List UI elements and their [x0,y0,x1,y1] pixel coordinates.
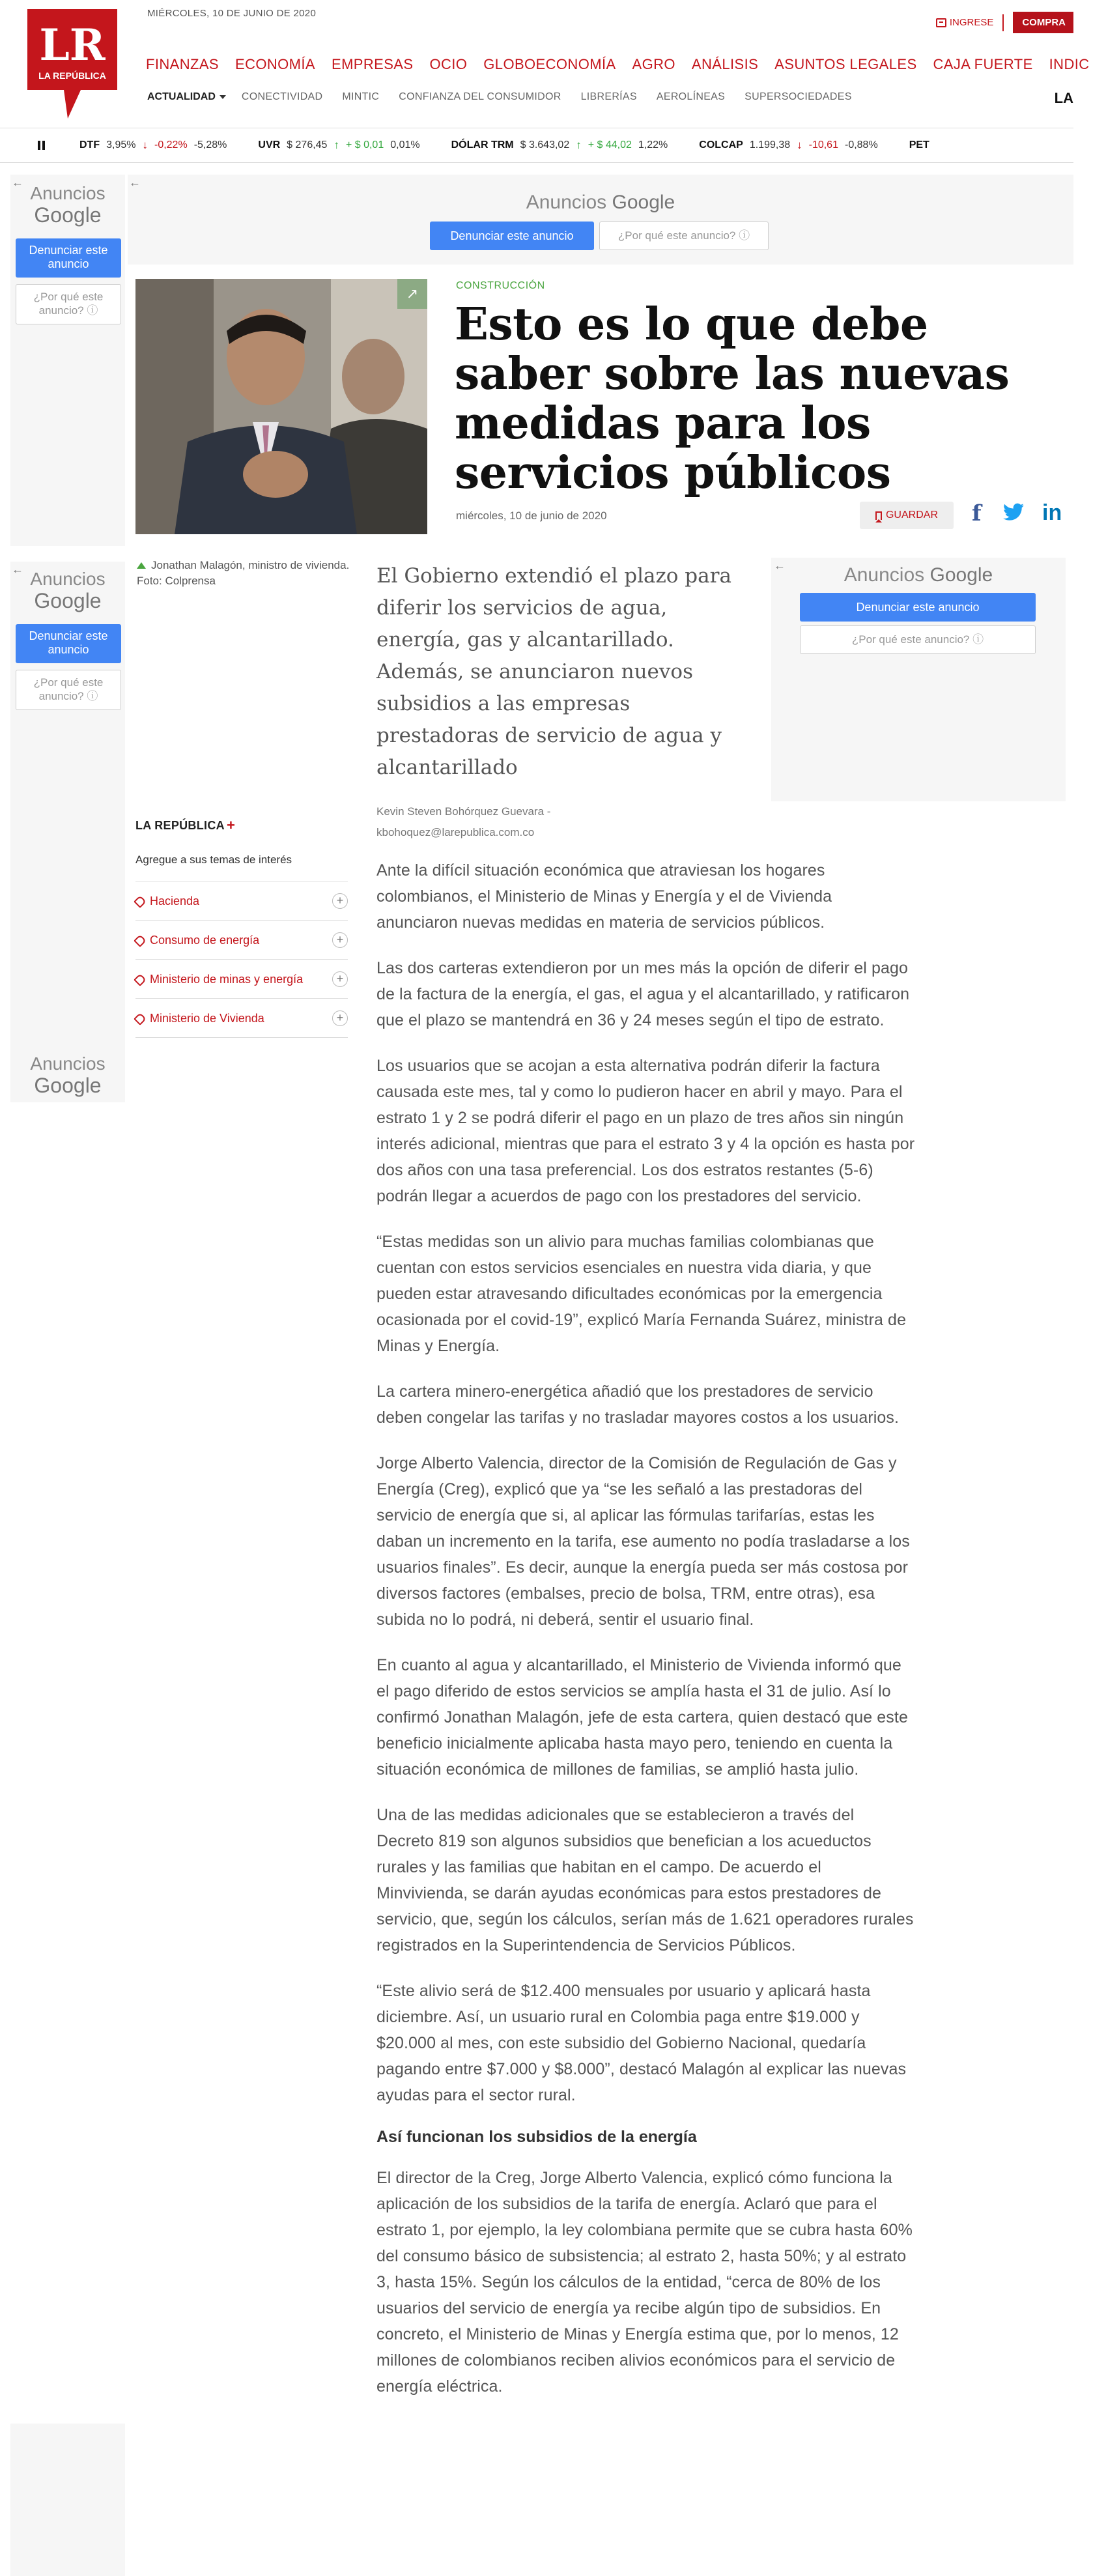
subnav-item[interactable]: MINTIC [342,91,380,102]
add-topic-icon[interactable]: + [332,893,348,909]
ticker-pct: -5,28% [193,139,227,150]
arrow-down-icon: ↓ [142,139,148,151]
topic-item[interactable] [135,921,348,960]
article-paragraph: “Estas medidas son un alivio para muchas familias colombianas que cuentan con estos servicios esenciales en nuestra vida diaria, y que pueden estar atravesando dificultades económicas por la emergencia ocasionada por el covid-19”, explicó María Fernanda Suárez, ministra de Minas y Energía. [376,1233,907,1355]
ad-left-bottom [10,562,125,1102]
ad-report-button[interactable]: Denunciar este anuncio [16,238,121,278]
ad-top-banner [128,175,1073,265]
ticker-value: 3,95% [106,139,136,150]
nav-item[interactable]: OCIO [429,56,468,72]
article-subheading: Así funcionan los subsidios de la energía [376,2128,697,2146]
article-photo[interactable] [135,279,427,534]
google-logo: Google [34,203,102,227]
add-topic-icon[interactable]: + [332,971,348,987]
arrow-up-icon: ↑ [576,139,582,151]
article-paragraph: Los usuarios que se acojan a esta alternativa podrán diferir la factura causada este mes, tal y como lo pudieron hacer en abril y mayo. Para el estrato 1 y 2 se podrá diferir el pago en un plazo de tres años sin ningún interés adicional, mientras que para el estrato 3 y 4 la opción es hasta por dos años con una tasa preferencial. Los dos estratos restantes (5-6) podrán llegar a acuerdos de pago con los prestadores del servicio. [376,1057,915,1205]
arrow-down-icon: ↓ [797,139,802,151]
ticker-change: -0,22% [154,139,188,150]
ticker-item[interactable] [909,139,936,151]
article-paragraph: Las dos carteras extendieron por un mes más la opción de diferir el pago de la factura de la energía, el gas, el agua y el alcantarillado, y ratificaron que el plazo se mantendrá en 36 y 24 meses según el tipo de estrato. [376,959,910,1029]
back-arrow-icon[interactable]: ← [12,563,23,576]
article-paragraph: El director de la Creg, Jorge Alberto Valencia, explicó cómo funciona la aplicación de los subsidios de la tarifa de energía. Aclaró que para el estrato 1, por ejemplo, la ley colombiana permite que se cubra hasta 60% del consumo básico de subsistencia; al estrato 2, hasta 50%; y al estrato 3, hasta 15%. Según los cálculos de la entidad, “cerca de 80% de los usuarios del servicio de energía ya recibe algún tipo de subsidios. En concreto, el Ministerio de Minas y Energía estima que, por lo menos, 12 millones de colombianos reciben alivios económicos para el servicio de energía eléctrica. [376,2169,913,2396]
google-logo: Google [34,588,102,612]
nav-item[interactable]: CAJA FUERTE [933,56,1033,72]
subnav-active[interactable]: ACTUALIDAD [147,91,216,102]
google-logo: Google [34,1073,102,1097]
arrow-up-icon: ↑ [333,139,339,151]
login-label: INGRESE [949,17,994,28]
tag-icon [134,934,147,947]
bookmark-icon [875,511,882,520]
topic-item[interactable] [135,999,348,1038]
ad-label [128,192,1073,213]
ticker-value: $ 276,45 [287,139,328,150]
add-topic-icon[interactable]: + [332,932,348,948]
ad-report-button[interactable]: Denunciar este anuncio [16,624,121,663]
logo-name: LA REPÚBLICA [38,70,106,81]
ad-anuncios: Anuncios [30,1053,106,1074]
tag-icon [134,895,147,908]
topic-label[interactable]: Ministerio de minas y energía [150,973,304,986]
plus-icon: + [226,817,236,833]
sidebar-subtitle: Agregue a sus temas de interés [135,853,348,881]
caret-up-icon [137,562,146,569]
article-body [376,857,916,2419]
linkedin-icon[interactable]: in [1042,500,1062,525]
ad-label [10,569,125,612]
google-logo: Google [612,192,675,213]
article-paragraph: Ante la difícil situación económica que atraviesan los hogares colombianos, el Ministerio de Minas y Energía y el de Vivienda anunciaron nuevas medidas en materia de servicios públicos. [376,861,832,932]
google-logo: Google [929,564,993,586]
ad-report-button[interactable]: Denunciar este anuncio [430,222,594,250]
ticker-pct: 0,01% [390,139,420,150]
ad-label [10,1054,125,1097]
save-button[interactable] [860,502,954,529]
subnav-item[interactable]: SUPERSOCIEDADES [744,91,852,102]
add-topic-icon[interactable]: + [332,1010,348,1026]
twitter-icon[interactable] [1003,502,1024,527]
back-arrow-icon[interactable]: ← [12,176,23,189]
ad-why-button[interactable]: ¿Por qué este anuncio? ⓘ [16,670,121,710]
ad-right [771,558,1066,801]
header-date: MIÉRCOLES, 10 DE JUNIO DE 2020 [147,8,317,19]
ticker-pct: 1,22% [638,139,668,150]
article-category[interactable]: CONSTRUCCIÓN [456,280,545,291]
back-arrow-icon[interactable]: ← [774,559,786,572]
subnav-item[interactable]: CONECTIVIDAD [241,91,323,102]
expand-icon[interactable]: ↗ [397,279,427,309]
nav-item[interactable]: FINANZAS [146,56,219,72]
subnav-right-label[interactable]: LA [1054,90,1073,106]
nav-item[interactable]: GLOBOECONOMÍA [483,56,616,72]
ad-left-footer [10,2424,125,2576]
buy-button[interactable]: COMPRA [1013,12,1073,33]
caption-text: Jonathan Malagón, ministro de vivienda. Foto: Colprensa [137,559,350,587]
ad-why-button[interactable]: ¿Por qué este anuncio? ⓘ [16,284,121,324]
ticker-item[interactable] [699,139,884,152]
ticker-name: DTF [79,139,100,150]
ad-anuncios: Anuncios [30,183,106,203]
ticker-item[interactable] [451,139,675,152]
nav-item[interactable]: INDIC [1049,56,1090,72]
nav-item[interactable]: AGRO [632,56,675,72]
tag-icon [134,973,147,986]
ticker-value: $ 3.643,02 [520,139,570,150]
ticker-name: PET [909,139,929,150]
nav-item[interactable]: EMPRESAS [332,56,414,72]
ad-anuncios: Anuncios [526,192,607,213]
ad-left-top [10,175,125,546]
topic-item[interactable] [135,881,348,921]
subnav-item[interactable]: AEROLÍNEAS [656,91,726,102]
save-label: GUARDAR [885,509,938,521]
article-headline: Esto es lo que debe saber sobre las nuevas medidas para los servicios públicos [455,298,1010,499]
ticker-change: -10,61 [808,139,838,150]
ticker-change: + $ 0,01 [345,139,384,150]
article-author[interactable]: Kevin Steven Bohórquez Guevara - kbohoquez@larepublica.com.co [376,805,551,838]
nav-item[interactable]: ASUNTOS LEGALES [774,56,917,72]
tag-icon [134,1012,147,1025]
article-paragraph: “Este alivio será de $12.400 mensuales por usuario y aplicará hasta diciembre. Así, un usuario rural en Colombia paga entre $19.000 y $20.000 al mes, con este subsidio del Gobierno Nacional, quedaría pagando entre $7.000 y $8.000”, destacó Malagón al explicar las nuevas ayudas para el sector rural. [376,1982,907,2104]
sidebar-brand: LA REPÚBLICA [135,818,225,832]
article-lead: El Gobierno extendió el plazo para diferir los servicios de agua, energía, gas y alcantarillado. Además, se anunciaron nuevos subsidios a las empresas prestadoras de servicio de agua y alcantarillado [376,564,731,779]
ticker-name: UVR [258,139,281,150]
topic-label[interactable]: Ministerio de Vivienda [150,1012,264,1025]
chevron-down-icon[interactable] [220,95,226,99]
article-paragraph: La cartera minero-energética añadió que los prestadores de servicio deben congelar las tarifas y no trasladar mayores costos a los usuarios. [376,1382,900,1427]
back-arrow-icon[interactable]: ← [129,176,141,189]
topic-label[interactable]: Hacienda [150,894,200,908]
subnav-item[interactable]: LIBRERÍAS [580,91,637,102]
ticker-pct: -0,88% [844,139,878,150]
ad-report-button[interactable]: Denunciar este anuncio [800,593,1036,622]
ticker-name: DÓLAR TRM [451,139,514,150]
topic-label[interactable]: Consumo de energía [150,934,260,947]
nav-item[interactable]: ANÁLISIS [691,56,759,72]
pause-icon[interactable] [36,140,47,150]
article-date: miércoles, 10 de junio de 2020 [456,509,607,522]
ticker-value: 1.199,38 [749,139,791,150]
ticker-name: COLCAP [699,139,743,150]
topics-sidebar [135,817,348,1038]
ad-why-button[interactable]: ¿Por qué este anuncio? ⓘ [800,625,1036,654]
photo-caption [137,558,352,589]
header-divider [1002,14,1004,31]
ad-label [771,564,1066,586]
nav-item[interactable]: ECONOMÍA [235,56,315,72]
main-nav [146,56,1106,73]
login-link[interactable] [936,17,994,28]
article-paragraph: Jorge Alberto Valencia, director de la Comisión de Regulación de Gas y Energía (Creg), explicó que ya “se les señaló a las prestadoras del servicio de energía que si, al aplicar las fórmulas tarifarías, estas les daban un incremento en la tarifa, ese aumento no podía trasladarse a los usuarios finales”. Es decir, aunque la energía pueda ser más costosa por diversos factores (embalses, precio de bolsa, TRM, entre otras), esa subida no lo podrá, ni deberá, sentir el usuario final. [376,1454,910,1629]
header-actions [936,12,1073,33]
market-ticker [0,128,1073,163]
subnav-item[interactable]: CONFIANZA DEL CONSUMIDOR [399,91,561,102]
ticker-item[interactable] [79,139,233,152]
ticker-item[interactable] [258,139,426,152]
ad-why-button[interactable]: ¿Por qué este anuncio? ⓘ [599,222,769,250]
sub-nav [147,91,872,103]
logo-letters: LR [39,20,106,70]
facebook-icon[interactable]: f [972,500,982,526]
topic-item[interactable] [135,960,348,999]
login-icon [936,18,946,27]
article-paragraph: En cuanto al agua y alcantarillado, el Ministerio de Vivienda informó que el pago diferido de estos servicios se amplía hasta el 31 de julio. Así lo confirmó Jonathan Malagón, jefe de esta cartera, quien destacó que este beneficio inicialmente aplicaba hasta mayo pero, teniendo en cuenta la situación económica de millones de familias, se amplió hasta julio. [376,1656,908,1779]
ad-anuncios: Anuncios [30,569,106,589]
lr-plus-brand [135,817,348,834]
ticker-change: + $ 44,02 [588,139,632,150]
site-logo[interactable] [27,9,117,119]
ad-label [10,184,125,227]
article-paragraph: Una de las medidas adicionales que se establecieron a través del Decreto 819 son algunos subsidios que benefician a los acueductos rurales y las familias que habitan en el campo. De acuerdo el Minvivienda, se darán ayudas económicas para estos prestadores de servicio, que, según los cálculos, serían más de 1.621 operadores rurales registrados en la Superintendencia de Servicios Públicos. [376,1806,914,1954]
ad-anuncios: Anuncios [844,564,925,586]
